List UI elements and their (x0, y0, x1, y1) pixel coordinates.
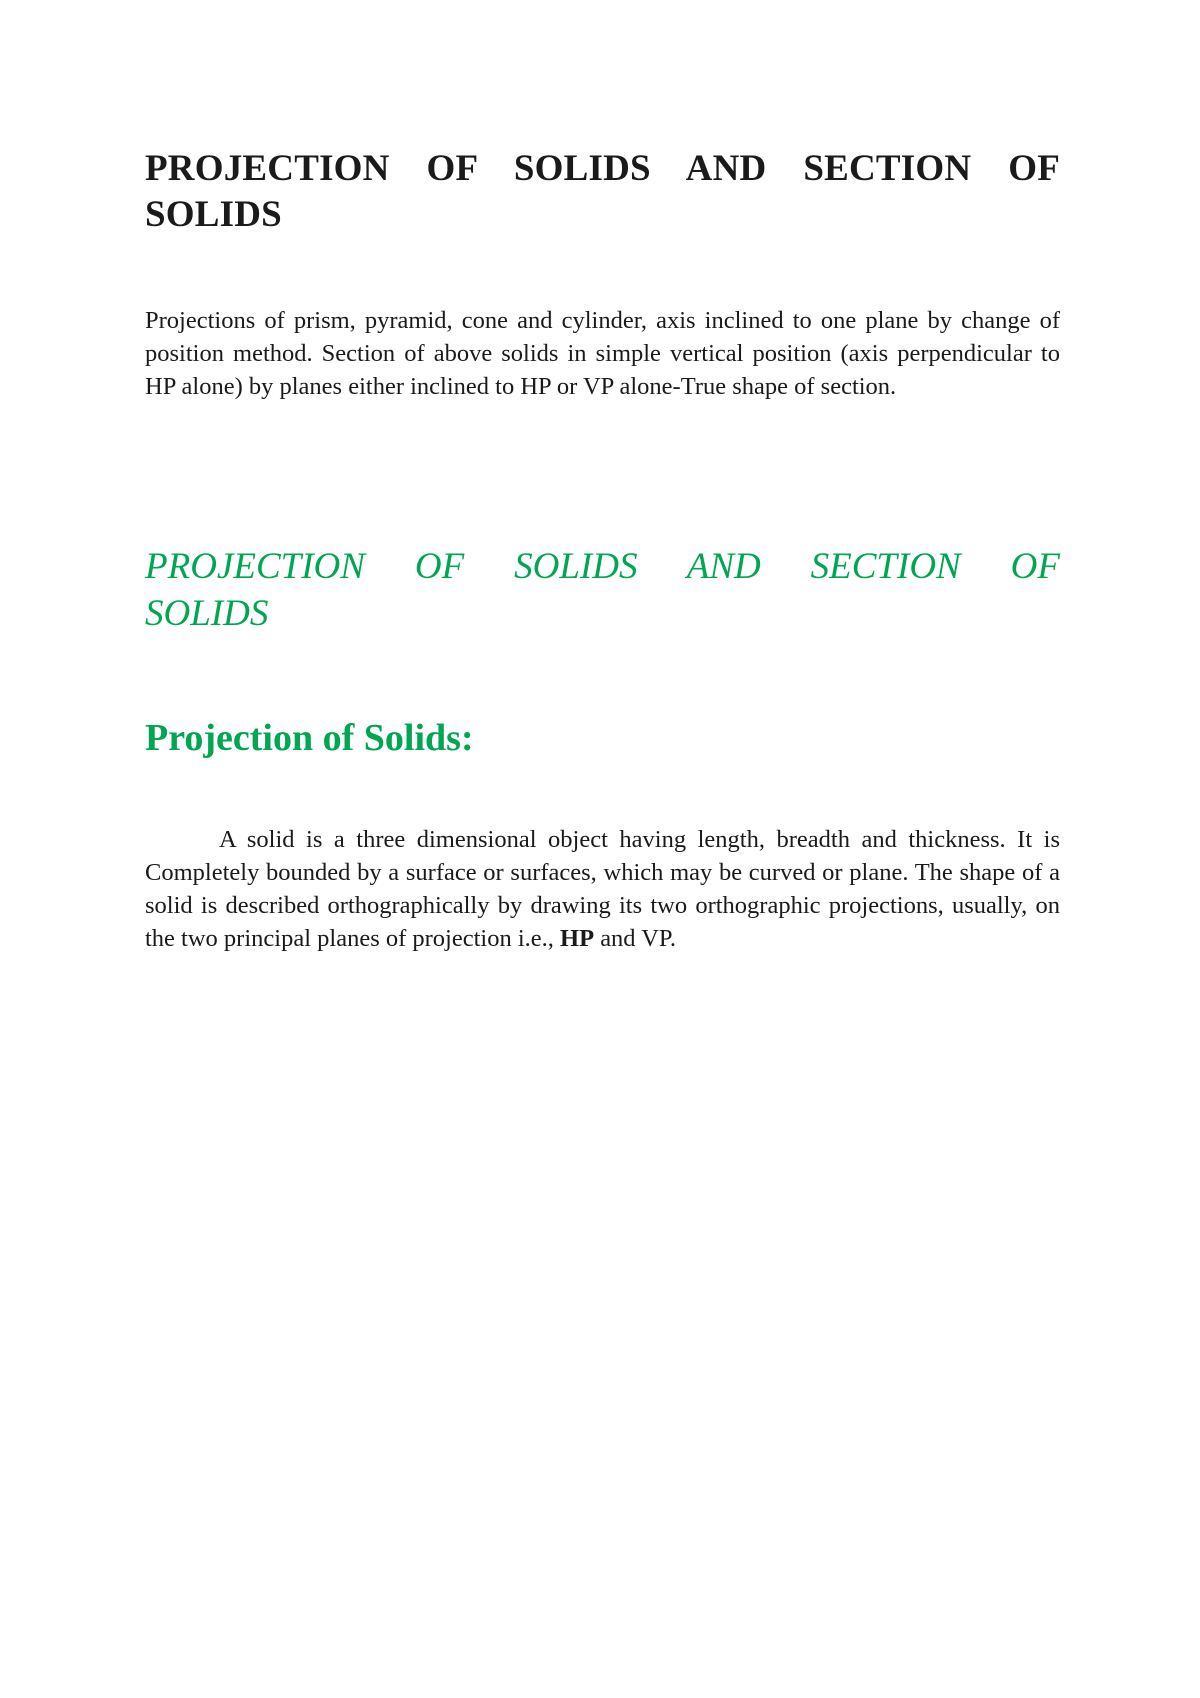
document-page (145, 0, 1060, 1698)
chapter-title: PROJECTION OF SOLIDS AND SECTION OF SOLIDS (145, 546, 1060, 634)
definition-text-end: and VP. (594, 925, 676, 952)
document-title: PROJECTION OF SOLIDS AND SECTION OF SOLIDS (145, 148, 1060, 235)
definition-paragraph (145, 823, 1060, 955)
section-heading: Projection of Solids: (145, 717, 474, 759)
definition-text: A solid is a three dimensional object having length, breadth and thickness. It is Completely bounded by a surface or surfaces, which may be curved or plane. The shape of a solid is described orthographically by drawing its two orthographic projections, usually, on the two principal planes of projection i.e., (145, 826, 1060, 952)
hp-term: HP (560, 925, 595, 952)
syllabus-paragraph: Projections of prism, pyramid, cone and cylinder, axis inclined to one plane by change of position method. Section of above solids in simple vertical position (axis perpendicular to HP alone) by planes either inclined to HP or VP alone-True shape of section. (145, 307, 1060, 400)
